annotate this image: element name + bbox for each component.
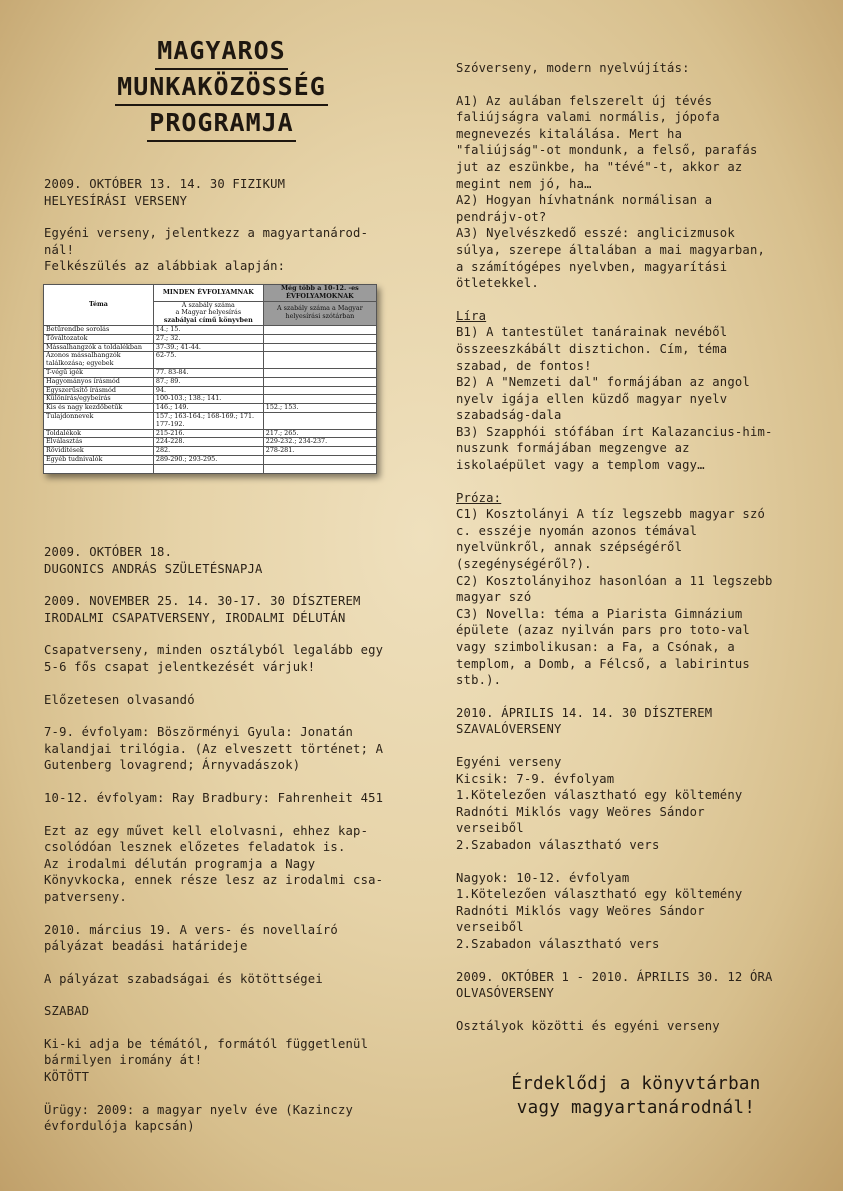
table-cell xyxy=(263,368,376,377)
table-cell: 152.; 153. xyxy=(263,404,376,413)
palyazat-hatarido: 2010. március 19. A vers- és novellaíró pályázat beadási határideje xyxy=(44,922,338,954)
table-row xyxy=(44,334,377,343)
title-line-2: MUNKAKÖZÖSSÉG xyxy=(115,70,328,106)
sub1b: a Magyar helyesírás xyxy=(175,308,242,317)
table-row xyxy=(44,368,377,377)
table-cell xyxy=(263,343,376,352)
urugy: Ürügy: 2009: a magyar nyelv éve (Kazinczy évfordulója kapcsán) xyxy=(44,1102,354,1134)
table-cell: 94. xyxy=(153,386,263,395)
szabad: SZABAD xyxy=(44,1004,90,1019)
table-cell xyxy=(263,352,376,369)
nagyok: Nagyok: 10-12. évfolyam 1.Kötelezően választható egy költemény Radnóti Miklós vagy Weöres Sándor verseiből 2.Szabadon választható vers xyxy=(456,870,743,951)
kotott: Ki-ki adja be témától, formától függetlenül bármilyen iromány át! KÖTÖTT xyxy=(44,1036,369,1085)
table-cell: 289-290.; 293-295. xyxy=(153,455,263,464)
table-row-empty xyxy=(44,464,377,473)
section-b: B1) A tantestület tanárainak nevéből összeeszkábált disztichon. Cím, téma szabad, de fontos! B2) A "Nemzeti dal" formájában az angol nyelv igája ellen küzdő magyar nyelv szabadság-dala B3) Szapphói stófában írt Kalazancius-him- nuszunk formájában megzengve az iskolaépület vagy a templom vagy… xyxy=(456,325,773,473)
table-cell: 27.; 32. xyxy=(153,334,263,343)
table-cell xyxy=(263,377,376,386)
rules-table xyxy=(43,284,377,474)
table-cell xyxy=(263,455,376,464)
table-cell: Rövidítések xyxy=(44,447,154,456)
table-cell xyxy=(263,325,376,334)
event-olvaso: 2009. OKTÓBER 1 - 2010. ÁPRILIS 30. 12 ÓRA OLVASÓVERSENY xyxy=(456,969,773,1001)
section-c: C1) Kosztolányi A tíz legszebb magyar szó c. esszéje nyomán azonos témával nyelvünkről, annak szépségéről (szegénységéről?). C2) Kosztolányihoz hasonlóan a 11 legszebb magyar szó C3) Novella: téma a Piarista Gimnázium épülete (azaz nyilván pars pro toto-val vagy szimbolikusan: a Fa, a Csónak, a templom, a Domb, a Félcső, a labirintus stb.). xyxy=(456,507,773,688)
csapatverseny: Csapatverseny, minden osztályból legalább egy 5-6 fős csapat jelentkezését várjuk! xyxy=(44,643,384,674)
col-all-sub xyxy=(153,301,263,325)
section-a: A1) Az aulában felszerelt új tévés faliújságra valami normális, jópofa megnevezés kitalálása. Mert ha "faliújság"-ot mondunk, a felső, parafás jut az eszünkbe, ha "tévé"-t, akkor az megint nem jó, ha… A2) Hogyan hívhatnánk normálisan a pendrájv-ot? A3) Nyelvészkedő esszé: anglicizmusok súlya, szerepe általában a mai magyarban, a számítógépes nyelvben, magyarítási ötletekkel. xyxy=(456,93,766,291)
table-cell: Betűrendbe sorolás xyxy=(44,325,154,334)
table-cell: Azonos mássalhangzók találkozása; egyebek xyxy=(44,352,154,369)
table-row xyxy=(44,352,377,369)
osztalyok: Osztályok közötti és egyéni verseny xyxy=(456,1018,720,1033)
evf-10-12: 10-12. évfolyam: Ray Bradbury: Fahrenheit 451 xyxy=(44,790,384,805)
right-column xyxy=(456,60,816,1034)
closing-line-1: Érdeklődj a könyvtárban xyxy=(511,1074,761,1094)
table-cell: 37-39.; 41-44. xyxy=(153,343,263,352)
helyesirasi-desc: Egyéni verseny, jelentkezz a magyartanárod- nál! Felkészülés az alábbiak alapján: xyxy=(44,226,369,274)
table-cell: Különírás/egybeírás xyxy=(44,395,154,404)
kicsik: Egyéni verseny Kicsik: 7-9. évfolyam 1.Kötelezően választható egy költemény Radnóti Miklós vagy Weöres Sándor verseiből 2.Szabadon választható vers xyxy=(456,754,743,852)
col-more: Még több a 10-12. -es ÉVFOLYAMOKNAK xyxy=(263,285,376,302)
table-row xyxy=(44,455,377,464)
table-row xyxy=(44,377,377,386)
table-cell: Hagyományos írásmód xyxy=(44,377,154,386)
col-more-sub: A szabály száma a Magyar helyesírási szótárban xyxy=(263,301,376,325)
table-row xyxy=(44,438,377,447)
table-cell: Toldalékok xyxy=(44,429,154,438)
table-cell: Egyéb tudnivalók xyxy=(44,455,154,464)
table-cell: 14.; 15. xyxy=(153,325,263,334)
table-cell: Elválasztás xyxy=(44,438,154,447)
table-cell: 157.; 163-164.; 168-169.; 171. 177-192. xyxy=(153,412,263,429)
mu-leiras: Ezt az egy művet kell elolvasni, ehhez kap- csolódóan lesznek előzetes feladatok is. Az irodalmi délután programja a Nagy Könyvkocka, ennek része lesz az irodalmi csa- patverseny. xyxy=(44,823,384,904)
col-all: MINDEN ÉVFOLYAMNAK xyxy=(153,285,263,302)
event-irodalmi: 2009. NOVEMBER 25. 14. 30-17. 30 DÍSZTEREM IRODALMI CSAPATVERSENY, IRODALMI DÉLUTÁN xyxy=(44,594,361,625)
szoverseny: Szóverseny, modern nyelvújítás: xyxy=(456,61,690,75)
table-cell: Mássalhangzók a toldalékban xyxy=(44,343,154,352)
table-cell: T-végű igék xyxy=(44,368,154,377)
proza-heading: Próza: xyxy=(456,490,502,505)
event-dugonics: 2009. OKTÓBER 18. DUGONICS ANDRÁS SZÜLETÉSNAPJA xyxy=(44,545,263,576)
table-cell: 62-75. xyxy=(153,352,263,369)
table-cell: 229-232.; 234-237. xyxy=(263,438,376,447)
table-cell: 224-228. xyxy=(153,438,263,447)
table-cell: Tőváltozatok xyxy=(44,334,154,343)
table-row xyxy=(44,412,377,429)
table-cell: 146.; 149. xyxy=(153,404,263,413)
sub1a: A szabály száma xyxy=(181,300,235,309)
title-line-1: MAGYAROS xyxy=(155,34,287,70)
col-tema: Téma xyxy=(44,285,154,326)
table-cell xyxy=(263,386,376,395)
table-cell: 100-103.; 138.; 141. xyxy=(153,395,263,404)
sub1c: szabályai című könyvben xyxy=(163,316,253,325)
page-title xyxy=(44,34,399,142)
table-cell xyxy=(263,412,376,429)
table-cell: 278-281. xyxy=(263,447,376,456)
elozetesen: Előzetesen olvasandó xyxy=(44,692,195,707)
table-cell xyxy=(263,334,376,343)
closing-line-2: vagy magyartanárodnál! xyxy=(516,1098,756,1118)
event-szavalo: 2010. ÁPRILIS 14. 14. 30 DÍSZTEREM SZAVALÓVERSENY xyxy=(456,705,713,737)
table-cell: 87.; 89. xyxy=(153,377,263,386)
table-cell: Kis és nagy kezdőbetűk xyxy=(44,404,154,413)
lira-heading: Líra xyxy=(456,308,487,323)
title-line-3: PROGRAMJA xyxy=(147,106,295,142)
table-cell: 217.; 265. xyxy=(263,429,376,438)
evf-7-9: 7-9. évfolyam: Böszörményi Gyula: Jonatán kalandjai trilógia. (Az elveszett történet; A Gutenberg lovagrend; Árnyvadászok) xyxy=(44,725,384,773)
table-row xyxy=(44,325,377,334)
palyazat-szabadsagai: A pályázat szabadságai és kötöttségei xyxy=(44,971,323,986)
table-cell: 77. 83-84. xyxy=(153,368,263,377)
left-column xyxy=(44,0,399,275)
left-column-lower xyxy=(44,544,399,1135)
event-helyesirasi: 2009. OKTÓBER 13. 14. 30 FIZIKUM HELYESÍRÁSI VERSENY xyxy=(44,177,286,208)
closing-text xyxy=(456,1072,816,1120)
table-cell: 215-216. xyxy=(153,429,263,438)
table-cell: Tulajdonnevek xyxy=(44,412,154,429)
table-cell: Egyszerűsítő írásmód xyxy=(44,386,154,395)
table-cell: 282. xyxy=(153,447,263,456)
